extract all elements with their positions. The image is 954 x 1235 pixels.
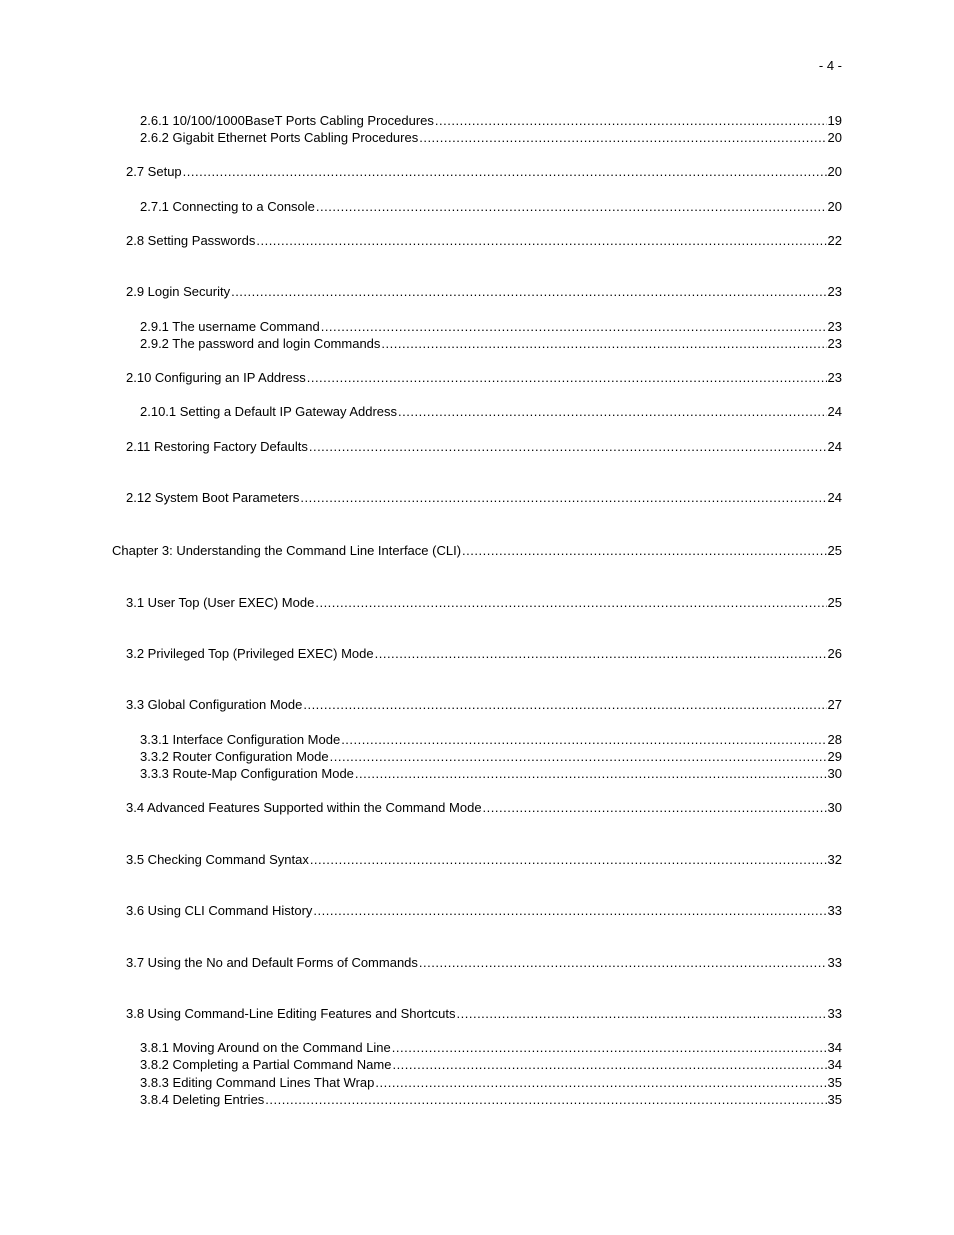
toc-entry-page: 24 <box>827 439 842 454</box>
toc-entry-chapter[interactable] <box>112 542 842 559</box>
toc-entry-page: 34 <box>827 1057 842 1072</box>
toc-entry[interactable] <box>126 954 842 971</box>
toc-entry-title: 3.3.3 Route-Map Configuration Mode <box>140 766 354 781</box>
toc-entry-title: 3.8.1 Moving Around on the Command Line <box>140 1040 391 1055</box>
toc-entry-title: 3.7 Using the No and Default Forms of Commands <box>126 955 418 970</box>
toc-entry[interactable] <box>140 198 842 215</box>
dot-leader <box>483 799 827 816</box>
dot-leader <box>355 765 827 782</box>
toc-entry-page: 20 <box>827 199 842 214</box>
toc-entry-page: 28 <box>827 732 842 747</box>
dot-leader <box>265 1091 826 1108</box>
toc-entry-title: 3.2 Privileged Top (Privileged EXEC) Mode <box>126 646 374 661</box>
toc-entry-page: 35 <box>827 1075 842 1090</box>
dot-leader <box>375 1074 826 1091</box>
toc-entry-title: 3.8 Using Command-Line Editing Features and Shortcuts <box>126 1006 456 1021</box>
toc-entry-page: 29 <box>827 749 842 764</box>
dot-leader <box>300 489 826 506</box>
toc-entry-title: 2.8 Setting Passwords <box>126 233 256 248</box>
toc-entry[interactable] <box>140 731 842 748</box>
toc-entry[interactable] <box>126 594 842 611</box>
toc-entry-page: 32 <box>827 852 842 867</box>
toc-entry-title: 3.6 Using CLI Command History <box>126 903 313 918</box>
dot-leader <box>321 318 827 335</box>
toc-entry-title: 2.11 Restoring Factory Defaults <box>126 439 308 454</box>
toc-entry-page: 23 <box>827 336 842 351</box>
toc-entry[interactable] <box>126 799 842 816</box>
toc-entry-title: 2.9.1 The username Command <box>140 319 320 334</box>
dot-leader <box>315 594 826 611</box>
toc-entry[interactable] <box>140 765 842 782</box>
dot-leader <box>419 129 826 146</box>
toc-entry[interactable] <box>126 283 842 300</box>
dot-leader <box>457 1005 827 1022</box>
toc-entry-page: 22 <box>827 233 842 248</box>
toc-entry-page: 35 <box>827 1092 842 1107</box>
toc-entry-title: 3.5 Checking Command Syntax <box>126 852 309 867</box>
toc-entry-page: 24 <box>827 404 842 419</box>
toc-entry-title: 3.4 Advanced Features Supported within the Command Mode <box>126 800 482 815</box>
dot-leader <box>256 232 826 249</box>
toc-entry-page: 24 <box>827 490 842 505</box>
toc-entry-title: 3.3 Global Configuration Mode <box>126 697 303 712</box>
toc-entry-title: 3.3.1 Interface Configuration Mode <box>140 732 341 747</box>
toc-entry[interactable] <box>126 232 842 249</box>
toc-entry-page: 20 <box>827 130 842 145</box>
toc-entry-title: 2.12 System Boot Parameters <box>126 490 300 505</box>
dot-leader <box>183 163 827 180</box>
toc-entry-title: 2.9.2 The password and login Commands <box>140 336 381 351</box>
toc-entry[interactable] <box>140 1056 842 1073</box>
dot-leader <box>307 369 827 386</box>
toc-entry-title: 3.8.4 Deleting Entries <box>140 1092 265 1107</box>
dot-leader <box>419 954 827 971</box>
toc-entry[interactable] <box>140 1091 842 1108</box>
dot-leader <box>392 1056 826 1073</box>
toc-entry-page: 25 <box>827 543 842 558</box>
toc-entry-title: 3.1 User Top (User EXEC) Mode <box>126 595 315 610</box>
toc-entry-page: 33 <box>827 903 842 918</box>
toc-entry[interactable] <box>140 1039 842 1056</box>
toc-entry-page: 23 <box>827 319 842 334</box>
dot-leader <box>462 542 827 559</box>
dot-leader <box>330 748 827 765</box>
toc-entry[interactable] <box>140 129 842 146</box>
dot-leader <box>341 731 826 748</box>
toc-entry-title: 2.10.1 Setting a Default IP Gateway Address <box>140 404 398 419</box>
toc-entry-title: 2.6.2 Gigabit Ethernet Ports Cabling Procedures <box>140 130 419 145</box>
toc-entry[interactable] <box>126 645 842 662</box>
toc-entry[interactable] <box>126 163 842 180</box>
toc-entry-page: 30 <box>827 800 842 815</box>
toc-entry[interactable] <box>126 902 842 919</box>
dot-leader <box>381 335 826 352</box>
dot-leader <box>303 696 826 713</box>
toc-entry-page: 25 <box>827 595 842 610</box>
toc-entry[interactable] <box>140 403 842 420</box>
toc-entry-page: 27 <box>827 697 842 712</box>
toc-entry-title: 3.8.2 Completing a Partial Command Name <box>140 1057 392 1072</box>
toc-entry-title: 2.7 Setup <box>126 164 182 179</box>
dot-leader <box>310 851 827 868</box>
toc-entry-page: 23 <box>827 370 842 385</box>
toc-entry[interactable] <box>140 318 842 335</box>
dot-leader <box>435 112 827 129</box>
toc-entry[interactable] <box>140 112 842 129</box>
toc-entry[interactable] <box>126 1005 842 1022</box>
toc-entry-page: 34 <box>827 1040 842 1055</box>
dot-leader <box>392 1039 827 1056</box>
toc-entry-page: 26 <box>827 646 842 661</box>
toc-entry-title: 2.10 Configuring an IP Address <box>126 370 306 385</box>
toc-entry-page: 33 <box>827 1006 842 1021</box>
page-number: - 4 - <box>818 58 842 73</box>
toc-entry[interactable] <box>126 489 842 506</box>
dot-leader <box>375 645 827 662</box>
dot-leader <box>316 198 827 215</box>
toc-entry[interactable] <box>140 335 842 352</box>
toc-entry[interactable] <box>140 1074 842 1091</box>
toc-entry-title: 3.8.3 Editing Command Lines That Wrap <box>140 1075 375 1090</box>
toc-entry[interactable] <box>126 369 842 386</box>
toc-entry-title: Chapter 3: Understanding the Command Line Interface (CLI) <box>112 543 462 558</box>
toc-entry[interactable] <box>140 748 842 765</box>
toc-entry-page: 19 <box>827 113 842 128</box>
toc-entry-page: 30 <box>827 766 842 781</box>
toc-entry-page: 20 <box>827 164 842 179</box>
dot-leader <box>313 902 826 919</box>
dot-leader <box>398 403 827 420</box>
toc-entry-title: 3.3.2 Router Configuration Mode <box>140 749 329 764</box>
toc-entry-title: 2.6.1 10/100/1000BaseT Ports Cabling Procedures <box>140 113 434 128</box>
toc-entry[interactable] <box>126 438 842 455</box>
toc-entry-title: 2.9 Login Security <box>126 284 231 299</box>
toc-entry[interactable] <box>126 851 842 868</box>
toc-entry-page: 23 <box>827 284 842 299</box>
dot-leader <box>309 438 827 455</box>
toc-entry-page: 33 <box>827 955 842 970</box>
toc-entry[interactable] <box>126 696 842 713</box>
dot-leader <box>231 283 826 300</box>
toc-entry-title: 2.7.1 Connecting to a Console <box>140 199 315 214</box>
